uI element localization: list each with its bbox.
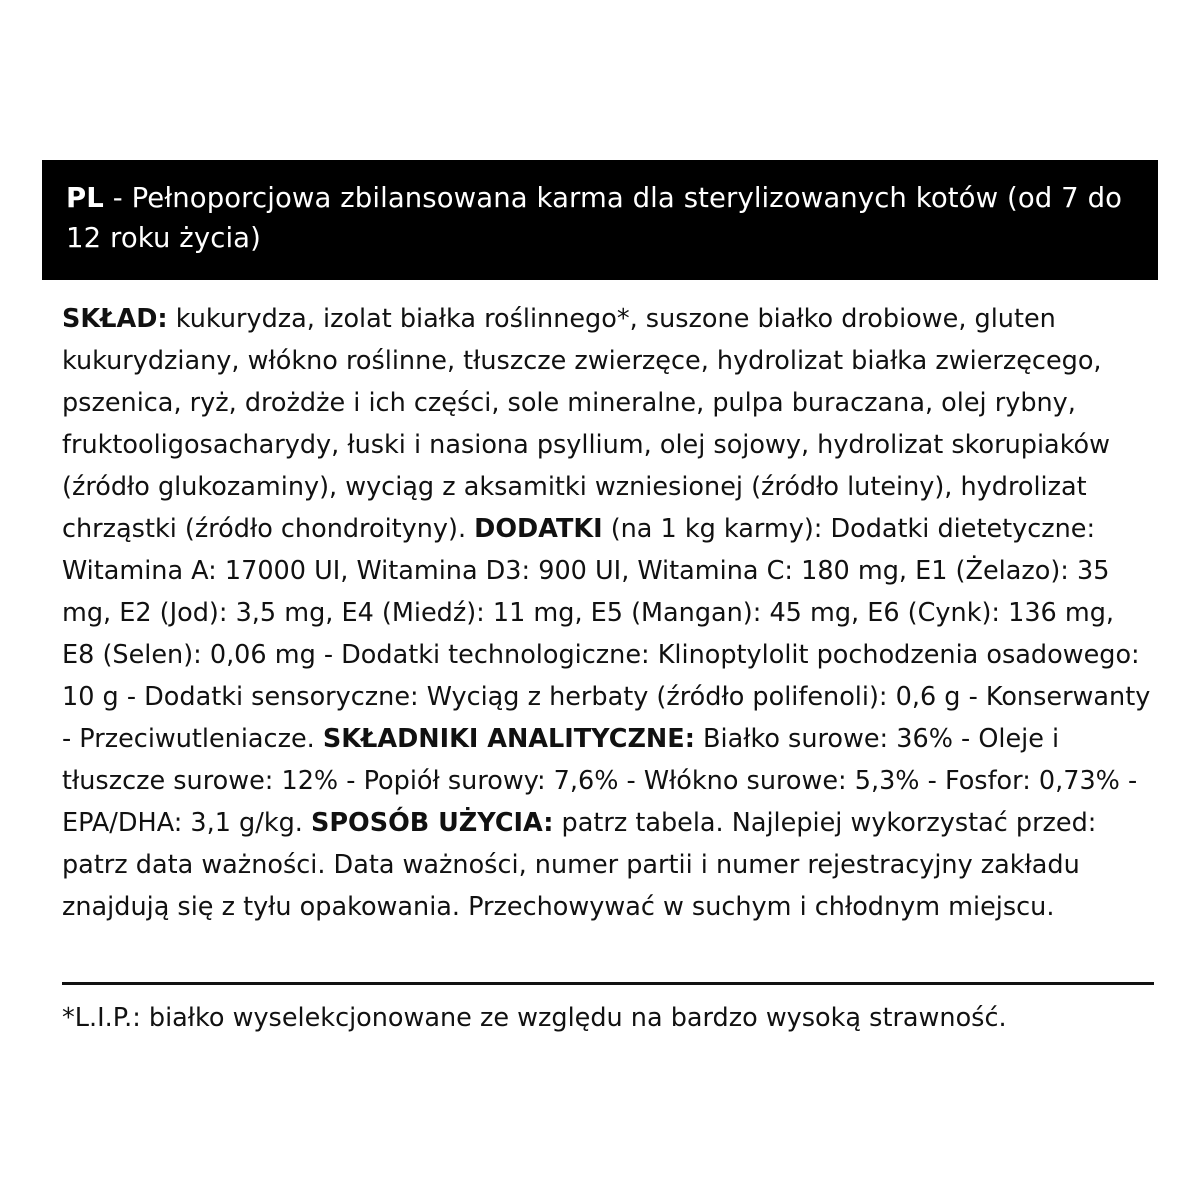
analytical-heading: SKŁADNIKI ANALITYCZNE:: [322, 724, 695, 754]
footnote-divider: [62, 982, 1154, 985]
composition-heading: SKŁAD:: [62, 304, 168, 334]
additives-text: (na 1 kg karmy): Dodatki dietetyczne: Witamina A: 17000 UI, Witamina D3: 900 UI, Witamina C: 180 mg, E1 (Żelazo): 35 mg, E2 (Jod): 3,5 mg, E4 (Miedź): 11 mg, E5 (Mangan): 45 mg, E6 (Cynk): 136 mg, E8 (Selen): 0,06 mg - Dodatki technologiczne: Klinoptylolit pochodzenia osadowego: 10 g - Dodatki sensoryczne: Wyciąg z herbaty (źródło polifenoli): 0,6 g - Konserwanty - Przeciwutleniacze.: [62, 514, 1151, 754]
header-text-line: [66, 178, 1134, 258]
ingredients-paragraph: [62, 298, 1152, 928]
usage-text: patrz tabela. Najlepiej wykorzystać przed: patrz data ważności. Data ważności, numer partii i numer rejestracyjny zakładu znajdują się z tyłu opakowania. Przechowywać w suchym i chłodnym miejscu.: [62, 808, 1097, 922]
language-header-banner: [42, 160, 1158, 280]
header-dash: -: [103, 182, 132, 214]
composition-text: kukurydza, izolat białka roślinnego*, suszone białko drobiowe, gluten kukurydziany, włókno roślinne, tłuszcze zwierzęce, hydrolizat białka zwierzęcego, pszenica, ryż, drożdże i ich części, sole mineralne, pulpa buraczana, olej rybny, fruktooligosacharydy, łuski i nasiona psyllium, olej sojowy, hydrolizat skorupiaków (źródło glukozaminy), wyciąg z aksamitki wzniesionej (źródło luteiny), hydrolizat chrząstki (źródło chondroityny).: [62, 304, 1111, 544]
analytical-text: Białko surowe: 36% - Oleje i tłuszcze surowe: 12% - Popiół surowy: 7,6% - Włókno surowe: 5,3% - Fosfor: 0,73% - EPA/DHA: 3,1 g/kg.: [62, 724, 1138, 838]
header-description: Pełnoporcjowa zbilansowana karma dla sterylizowanych kotów (od 7 do 12 roku życia): [66, 182, 1131, 254]
footnote-text: *L.I.P.: białko wyselekcjonowane ze względu na bardzo wysoką strawność.: [62, 1003, 1007, 1033]
additives-heading: DODATKI: [474, 514, 603, 544]
language-code: PL: [66, 182, 104, 214]
label-body-text: [62, 298, 1152, 928]
usage-heading: SPOSÓB UŻYCIA:: [311, 808, 554, 838]
